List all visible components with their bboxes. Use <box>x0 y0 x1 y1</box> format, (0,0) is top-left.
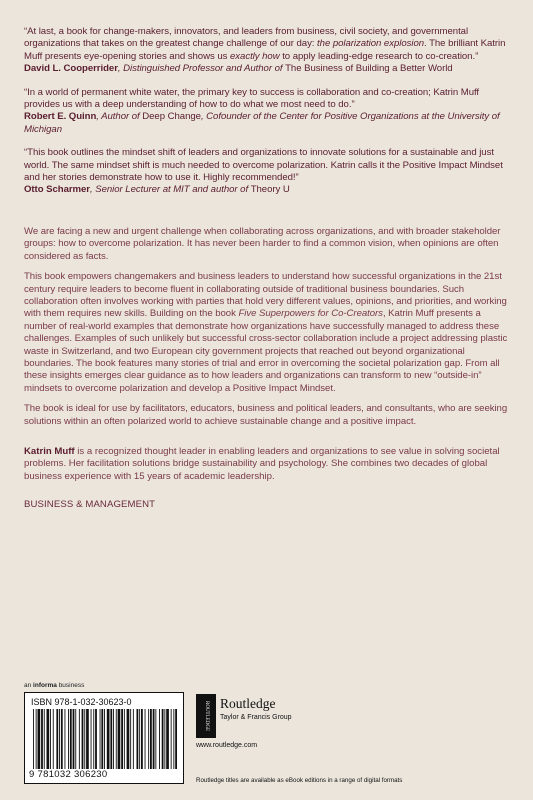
description-paragraph: We are facing a new and urgent challenge when collaborating across organizations, and with broader stakeholder groups: how to overcome polarization. It has never been harder to find a common vision, when opinions are often considered as facts. <box>24 225 504 262</box>
barcode-bar <box>79 709 80 769</box>
endorsement-text: “At last, a book for change-makers, innovators, and leaders from business, civil society, and governmental organizations that takes on the greatest change challenge of our day: the polarization explosion. The brilliant Katrin Muff presents eye-opening stories and shows us exactly how to apply leading-edge research to co-creation.” <box>24 26 509 62</box>
barcode-bar <box>82 709 84 769</box>
publisher-name: Routledge <box>220 696 276 711</box>
publisher-group: Taylor & Francis Group <box>220 714 292 721</box>
barcode-bar <box>175 709 177 769</box>
barcode-bar <box>86 709 89 769</box>
barcode-bar <box>118 709 121 769</box>
publisher-footer <box>24 682 514 792</box>
author-name: Katrin Muff <box>24 445 75 457</box>
endorsement-quinn <box>24 87 509 137</box>
barcode-bar <box>65 709 66 769</box>
barcode-bar <box>101 709 103 769</box>
barcode-bar <box>68 709 69 769</box>
barcode-bar <box>159 709 160 769</box>
endorsement-attribution: Robert E. Quinn, Author of Deep Change, Cofounder of the Center for Positive Organizations at the University of Michigan <box>24 111 503 135</box>
barcode-bar <box>139 709 140 769</box>
isbn-barcode <box>24 692 184 784</box>
barcode-bar <box>44 709 45 769</box>
author-bio <box>24 446 509 483</box>
book-description <box>24 226 509 428</box>
barcode-bar <box>116 709 117 769</box>
barcode-bar <box>53 709 54 769</box>
barcode-icon <box>31 709 179 769</box>
barcode-bar <box>171 709 172 769</box>
barcode-bar <box>93 709 94 769</box>
barcode-bar <box>121 709 123 769</box>
publisher-url[interactable]: www.routledge.com <box>196 742 258 749</box>
endorsement-text: “This book outlines the mindset shift of leaders and organizations to innovate solutions for a sustainable and just world. The same mindset shift is much needed to overcome polarization. Katrin calls it the Positive Impact Mindset and her stories demonstrate how to use it. Highly recommended!” <box>24 147 506 184</box>
barcode-bar <box>100 709 101 769</box>
category-label: BUSINESS & MANAGEMENT <box>24 499 156 511</box>
barcode-bar <box>50 709 51 769</box>
barcode-bar <box>153 709 155 769</box>
barcode-bar <box>41 709 43 769</box>
barcode-bar <box>162 709 164 769</box>
description-paragraph: This book empowers changemakers and business leaders to understand how successful organizations in the 21st century require leaders to become fluent in collaborating outside of traditional business boundaries. Such collaboration often involves working with parties that hold very different values, opinions, and priorities, and working with them requires new skills. Building on the book Five Superpowers for Co-Creators, Katrin Muff presents a number of real-world examples that demonstrate how organizations have successfully managed to address these challenges. Examples of such unlikely but successful cross-sector collaboration include a project addressing plastic waste in Switzerland, and two European city government projects that reached out beyond organizational boundaries. The book features many stories of trial and error in overcoming the societal polarization gap. From all these insights emerges clear guidance as to how leaders and organizations can transform to new “outside-in” mindsets to overcome polarization and develop a Positive Impact Mindset. <box>24 271 510 394</box>
author-bio-text: is a recognized thought leader in enabling leaders and organizations to see value in solving societal problems. Her facilitation solutions bridge sustainability and psychology. She combines two decades of global business experience with 15 years of academic leadership. <box>24 445 503 482</box>
barcode-bar <box>33 709 34 769</box>
barcode-bar <box>145 709 146 769</box>
barcode-bar <box>124 709 125 769</box>
informa-tagline: an informa business <box>24 682 85 689</box>
ebook-note: Routledge titles are available as eBook editions in a range of digital formats <box>196 777 403 784</box>
barcode-bar <box>38 709 41 769</box>
endorsement-scharmer <box>24 147 509 197</box>
barcode-bar <box>164 709 165 769</box>
barcode-bar <box>104 709 105 769</box>
barcode-bar <box>150 709 152 769</box>
svg-text:ROUTLEDGE: ROUTLEDGE <box>204 701 209 731</box>
endorsement-cooperrider <box>24 26 509 76</box>
barcode-bar <box>59 709 60 769</box>
barcode-bar <box>61 709 63 769</box>
barcode-bar <box>107 709 110 769</box>
endorsement-attribution: David L. Cooperrider, Distinguished Professor and Author of The Business of Building a Better World <box>24 63 453 75</box>
routledge-logo-icon <box>196 694 216 738</box>
isbn-number: ISBN 978-1-032-30623-0 <box>31 697 132 707</box>
barcode-bar <box>155 709 156 769</box>
barcode-digits: 9 781032 306230 <box>29 769 108 780</box>
barcode-bar <box>130 709 131 769</box>
barcode-bar <box>47 709 50 769</box>
barcode-bar <box>75 709 76 769</box>
barcode-bar <box>91 709 92 769</box>
barcode-bar <box>166 709 169 769</box>
barcode-bar <box>56 709 58 769</box>
barcode-bar <box>173 709 174 769</box>
barcode-bar <box>70 709 72 769</box>
barcode-bar <box>113 709 114 769</box>
barcode-bar <box>36 709 37 769</box>
barcode-bar <box>133 709 134 769</box>
barcode-bar <box>110 709 112 769</box>
endorsement-attribution: Otto Scharmer, Senior Lecturer at MIT and author of Theory U <box>24 184 290 196</box>
barcode-bar <box>84 709 85 769</box>
barcode-bar <box>148 709 149 769</box>
barcode-bar <box>73 709 75 769</box>
endorsement-text: “In a world of permanent white water, the primary key to success is collaboration and co-creation; Katrin Muff provides us with a deep understanding of how to do what we most need to do.” <box>24 86 482 111</box>
barcode-bar <box>141 709 143 769</box>
barcode-bar <box>127 709 130 769</box>
description-paragraph: The book is ideal for use by facilitators, educators, business and political leaders, and consultants, who are seeking solutions within an often polarized world to achieve sustainable change and a positive impact. <box>24 403 510 427</box>
barcode-bar <box>95 709 97 769</box>
barcode-bar <box>137 709 139 769</box>
